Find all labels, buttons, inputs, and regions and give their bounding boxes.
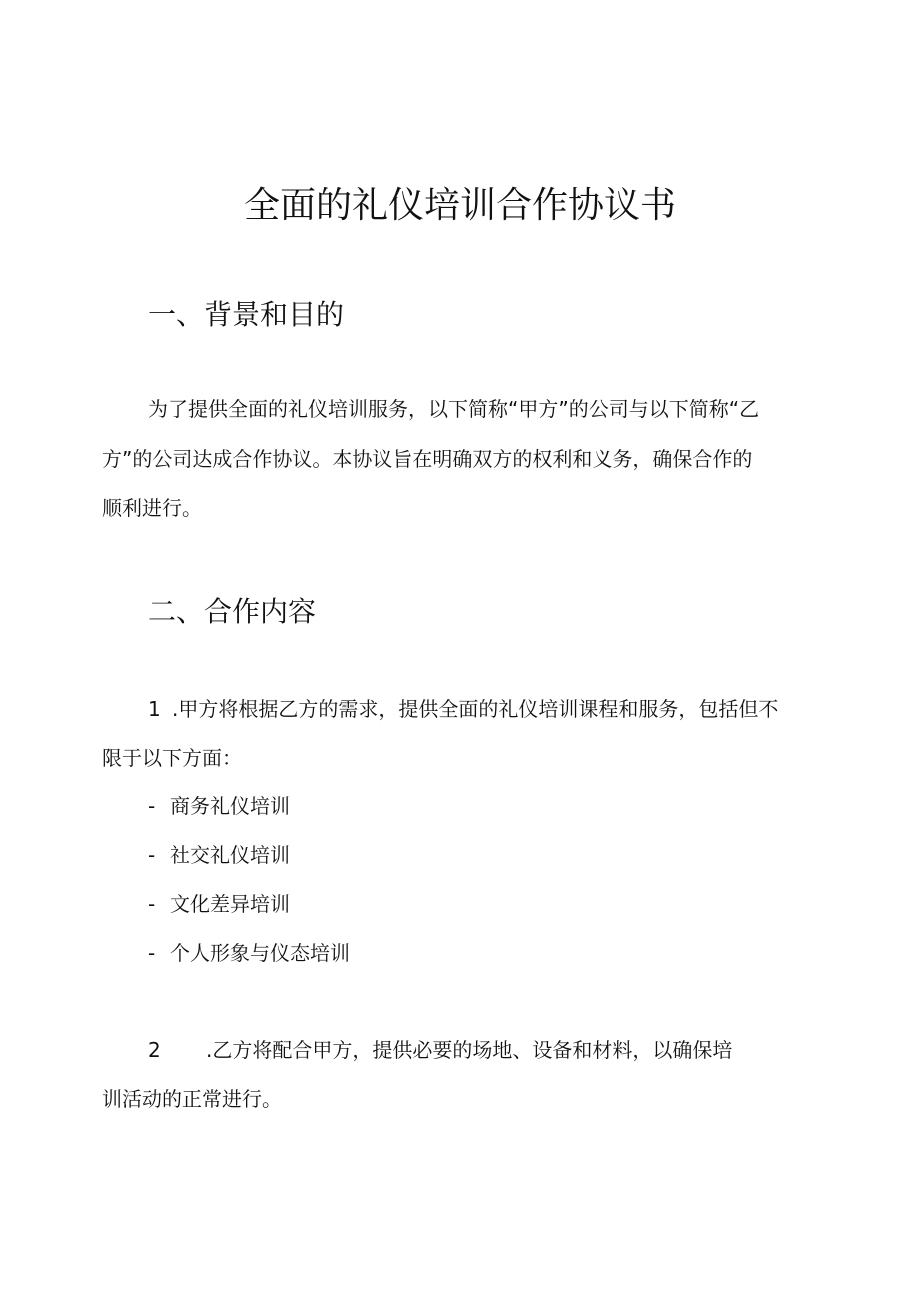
list-item-text: 商务礼仪培训 — [170, 794, 290, 818]
dash-marker: - — [148, 892, 156, 916]
list-item-text: 文化差异培训 — [170, 892, 290, 916]
document-title: 全面的礼仪培训合作协议书 — [243, 185, 676, 226]
item-text: .乙方将配合甲方，提供必要的场地、设备和材料，以确保培 — [206, 1038, 733, 1062]
item-line — [148, 696, 778, 722]
item-number: 1 — [148, 697, 161, 721]
item-text: .甲方将根据乙方的需求，提供全面的礼仪培训课程和服务，包括但不 — [172, 697, 779, 721]
paragraph-line: 方”的公司达成合作协议。本协议旨在明确双方的权利和义务，确保合作的 — [102, 447, 753, 471]
list-item — [148, 842, 290, 868]
list-item — [148, 940, 350, 966]
paragraph-line: 顺利进行。 — [102, 496, 202, 520]
list-item — [148, 891, 290, 917]
list-item-text: 个人形象与仪态培训 — [170, 941, 350, 965]
item-line: 训活动的正常进行。 — [102, 1087, 282, 1111]
dash-marker: - — [148, 843, 156, 867]
item-line: 限于以下方面： — [102, 746, 242, 770]
list-item-text: 社交礼仪培训 — [170, 843, 290, 867]
dash-marker: - — [148, 941, 156, 965]
list-item — [148, 793, 290, 819]
section-heading-content: 二、合作内容 — [148, 595, 317, 628]
paragraph-line: 为了提供全面的礼仪培训服务，以下简称“甲方”的公司与以下简称“乙 — [148, 397, 760, 421]
dash-marker: - — [148, 794, 156, 818]
item-line — [148, 1037, 732, 1063]
item-number: 2 — [148, 1038, 161, 1062]
section-heading-background: 一、背景和目的 — [148, 298, 345, 331]
